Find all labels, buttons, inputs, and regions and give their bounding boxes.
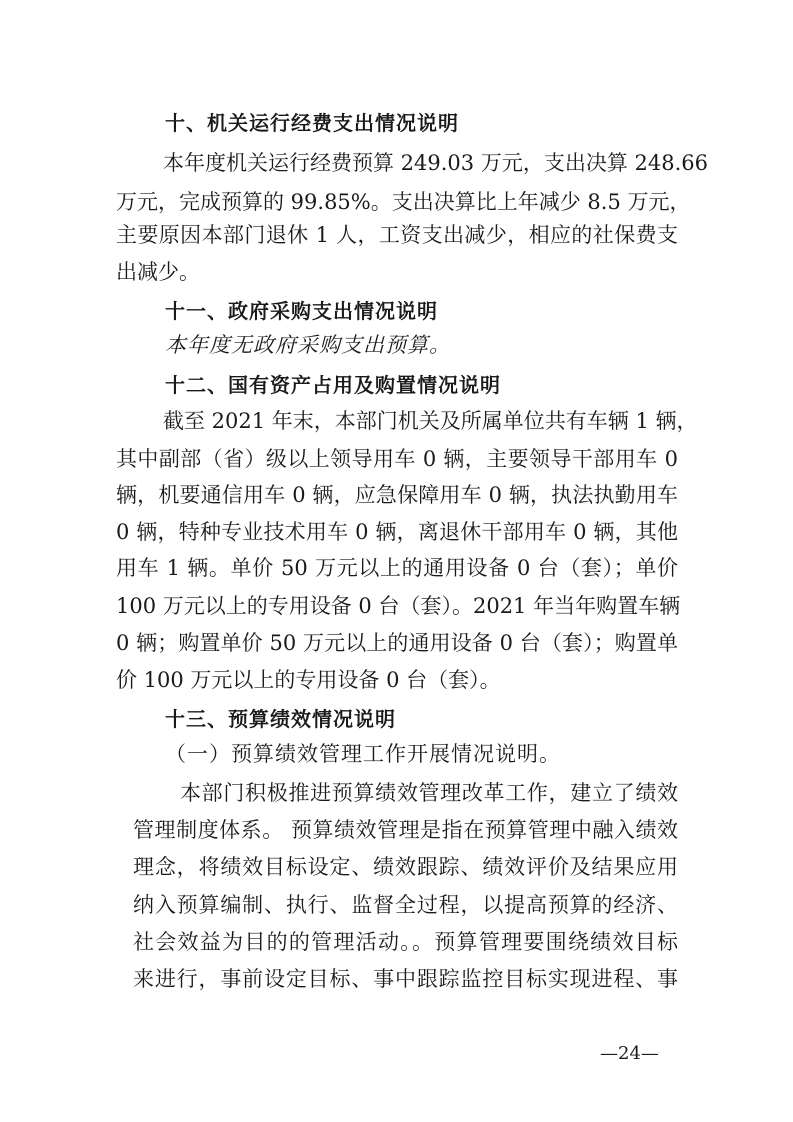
section-13-line-3: 理念，将绩效目标设定、绩效跟踪、绩效评价及结果应用 <box>133 855 678 879</box>
section-13-heading: 十三、预算绩效情况说明 <box>165 707 396 731</box>
section-12-line-6: 100 万元以上的专用设备 0 台（套）。2021 年当年购置车辆 <box>116 594 681 618</box>
section-13-line-5: 社会效益为目的的管理活动。。预算管理要围绕绩效目标 <box>133 930 678 954</box>
section-12-line-1: 截至 2021 年末，本部门机关及所属单位共有车辆 1 辆， <box>163 409 698 433</box>
section-13-line-1: 本部门积极推进预算绩效管理改革工作，建立了绩效 <box>180 781 678 805</box>
section-13-subheading: （一）预算绩效管理工作开展情况说明。 <box>165 742 561 766</box>
section-10-line-3: 主要原因本部门退休 1 人，工资支出减少，相应的社保费支 <box>116 223 678 247</box>
section-13-line-6: 来进行，事前设定目标、事中跟踪监控目标实现进程、事 <box>133 967 678 991</box>
section-13-line-2: 管理制度体系。 预算绩效管理是指在预算管理中融入绩效 <box>133 818 678 842</box>
page-number: —24— <box>600 1043 659 1064</box>
section-12-line-3: 辆，机要通信用车 0 辆，应急保障用车 0 辆，执法执勤用车 <box>116 483 678 507</box>
section-10-line-4: 出减少。 <box>116 260 200 284</box>
section-11-heading: 十一、政府采购支出情况说明 <box>165 299 438 323</box>
section-11-note: 本年度无政府采购支出预算。 <box>165 333 451 357</box>
section-12-line-7: 0 辆；购置单价 50 万元以上的通用设备 0 台（套）；购置单 <box>116 631 678 655</box>
section-12-line-5: 用车 1 辆。单价 50 万元以上的通用设备 0 台（套）；单价 <box>116 556 678 580</box>
section-10-heading: 十、机关运行经费支出情况说明 <box>165 111 459 135</box>
section-12-line-8: 价 100 万元以上的专用设备 0 台（套）。 <box>116 668 501 692</box>
section-12-line-2: 其中副部（省）级以上领导用车 0 辆，主要领导干部用车 0 <box>116 447 678 471</box>
section-10-line-1: 本年度机关运行经费预算 249.03 万元，支出决算 248.66 <box>163 151 708 175</box>
section-12-heading: 十二、国有资产占用及购置情况说明 <box>165 373 501 397</box>
section-12-line-4: 0 辆，特种专业技术用车 0 辆，离退休干部用车 0 辆，其他 <box>116 520 678 544</box>
section-13-line-4: 纳入预算编制、执行、监督全过程，以提高预算的经济、 <box>133 893 678 917</box>
section-10-line-2: 万元，完成预算的 99.85%。支出决算比上年减少 8.5 万元， <box>116 190 691 214</box>
